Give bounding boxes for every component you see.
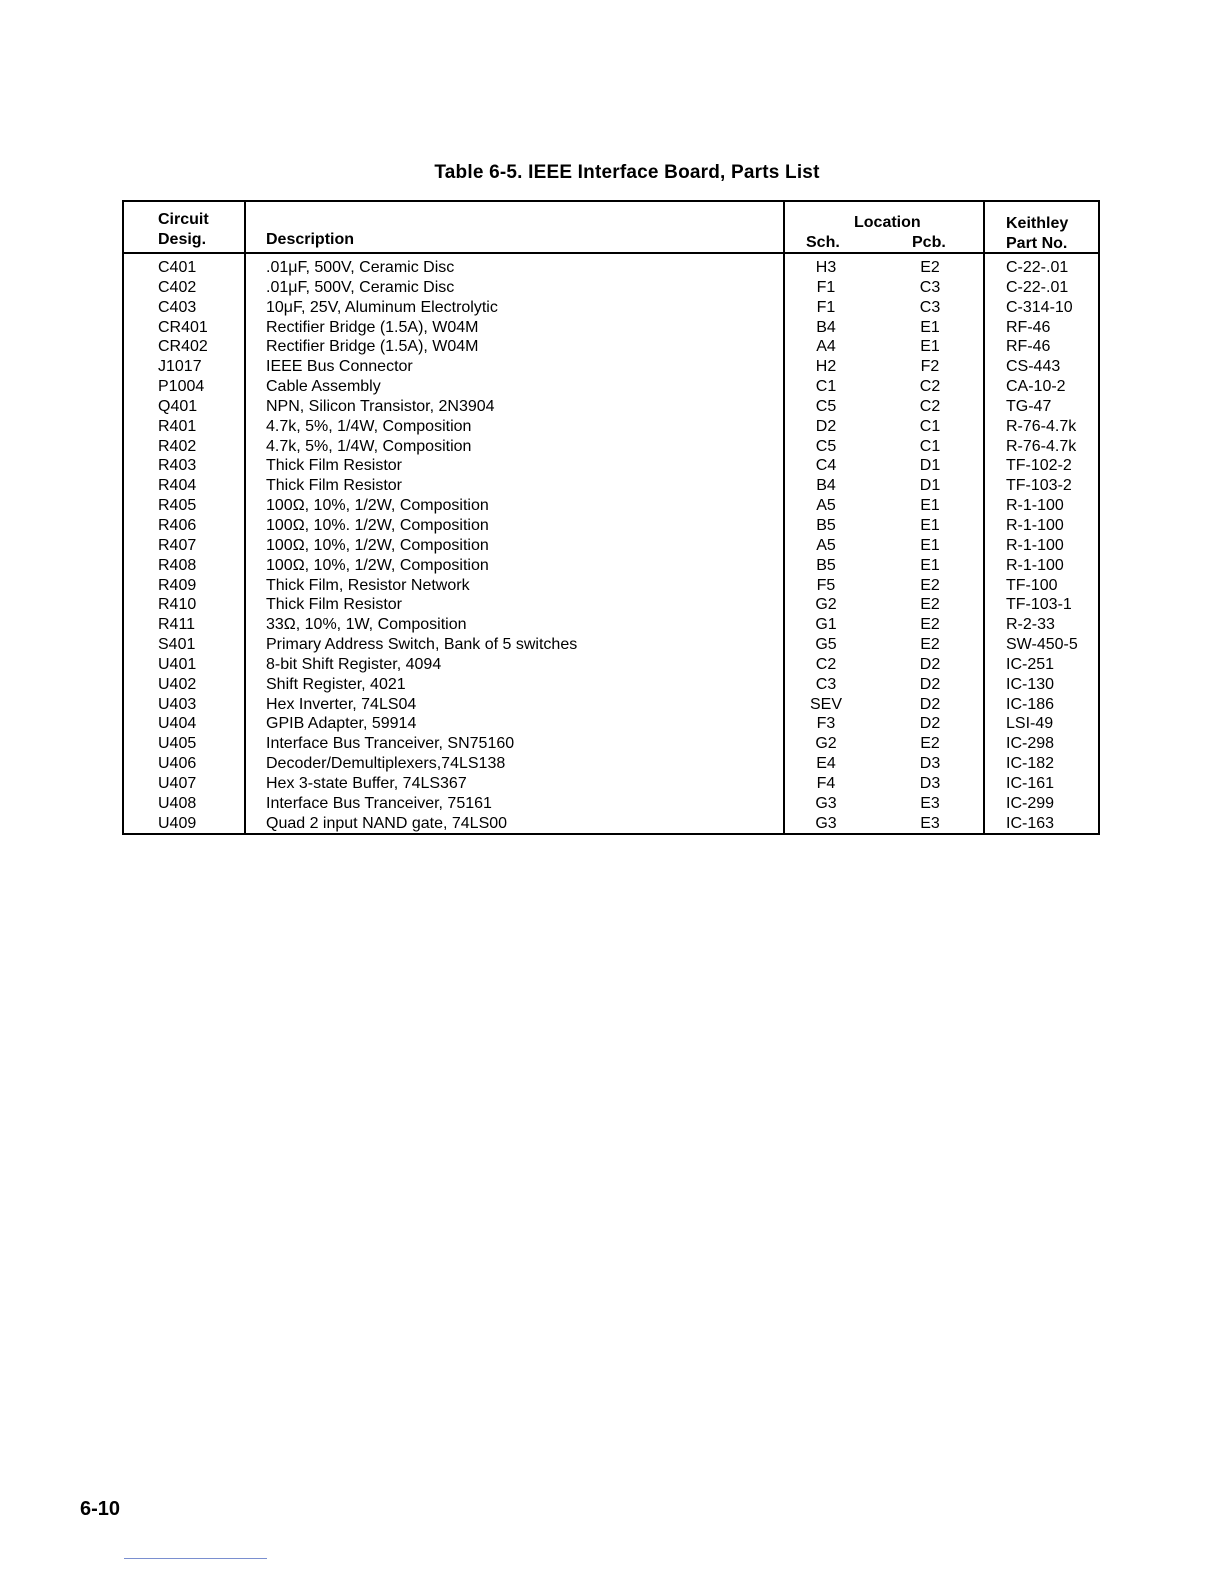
cell-pcb-location: E2 <box>920 735 940 753</box>
cell-part-number: TF-103-1 <box>1006 596 1072 614</box>
cell-description: Primary Address Switch, Bank of 5 switches <box>266 636 578 654</box>
header-keithley: Keithley <box>1006 215 1069 232</box>
cell-part-number: SW-450-5 <box>1006 636 1078 654</box>
cell-part-number: CA-10-2 <box>1006 378 1066 396</box>
cell-pcb-location: D3 <box>919 774 941 792</box>
cell-pcb-location: D1 <box>919 477 941 495</box>
cell-designator: R403 <box>158 457 197 475</box>
cell-sch-location: B5 <box>816 516 836 534</box>
cell-sch-location: A5 <box>816 536 836 554</box>
cell-pcb-location: C1 <box>919 417 941 435</box>
table-row <box>124 496 1098 516</box>
table-row <box>124 516 1098 536</box>
table-row <box>124 417 1098 437</box>
cell-designator: CR401 <box>158 318 208 336</box>
cell-description: 100Ω, 10%, 1/2W, Composition <box>266 556 489 574</box>
table-row <box>124 377 1098 397</box>
cell-sch-location: C3 <box>815 675 837 693</box>
cell-part-number: RF-46 <box>1006 318 1051 336</box>
cell-pcb-location: D2 <box>919 715 941 733</box>
cell-description: 100Ω, 10%, 1/2W, Composition <box>266 497 489 515</box>
cell-description: .01μF, 500V, Ceramic Disc <box>266 259 455 276</box>
cell-description: Cable Assembly <box>266 378 381 396</box>
table-body <box>124 258 1098 833</box>
cell-part-number: IC-299 <box>1006 794 1055 812</box>
cell-pcb-location: D1 <box>919 457 941 475</box>
cell-description: Shift Register, 4021 <box>266 675 406 693</box>
cell-part-number: IC-182 <box>1006 755 1055 773</box>
table-row <box>124 754 1098 774</box>
cell-part-number: TG-47 <box>1006 397 1052 415</box>
cell-pcb-location: C3 <box>919 298 941 316</box>
header-location: Location <box>854 214 921 231</box>
cell-pcb-location: E1 <box>920 497 940 515</box>
cell-pcb-location: E1 <box>920 556 940 574</box>
table-row <box>124 258 1098 278</box>
cell-part-number: R-1-100 <box>1006 556 1064 574</box>
table-row <box>124 814 1098 834</box>
cell-pcb-location: C1 <box>919 437 941 455</box>
table-row <box>124 437 1098 457</box>
cell-sch-location: F1 <box>816 298 836 316</box>
cell-description: 33Ω, 10%, 1W, Composition <box>266 616 467 634</box>
footer-rule <box>124 1558 267 1559</box>
cell-part-number: C-22-.01 <box>1006 278 1069 296</box>
cell-sch-location: H3 <box>815 259 837 276</box>
cell-description: Decoder/Demultiplexers,74LS138 <box>266 755 506 773</box>
table-row <box>124 536 1098 556</box>
cell-designator: R409 <box>158 576 197 594</box>
cell-sch-location: F4 <box>816 774 836 792</box>
cell-description: Thick Film, Resistor Network <box>266 576 470 594</box>
cell-designator: U401 <box>158 655 197 673</box>
cell-sch-location: B5 <box>816 556 836 574</box>
cell-pcb-location: E2 <box>920 616 940 634</box>
cell-pcb-location: C2 <box>919 397 941 415</box>
cell-part-number: C-314-10 <box>1006 298 1073 316</box>
cell-part-number: R-76-4.7k <box>1006 417 1077 435</box>
cell-description: 100Ω, 10%, 1/2W, Composition <box>266 536 489 554</box>
cell-pcb-location: E1 <box>920 318 940 336</box>
cell-pcb-location: E1 <box>920 338 940 356</box>
cell-designator: R407 <box>158 536 197 554</box>
cell-sch-location: G2 <box>815 596 837 614</box>
cell-pcb-location: E3 <box>920 794 940 812</box>
header-sch: Sch. <box>806 234 840 251</box>
cell-part-number: IC-186 <box>1006 695 1055 713</box>
cell-sch-location: G2 <box>815 735 837 753</box>
cell-part-number: IC-163 <box>1006 814 1055 832</box>
cell-pcb-location: D2 <box>919 655 941 673</box>
cell-sch-location: SEV <box>809 695 842 713</box>
header-divider <box>124 252 1098 254</box>
cell-pcb-location: F2 <box>920 358 940 376</box>
cell-part-number: C-22-.01 <box>1006 259 1069 276</box>
cell-sch-location: B4 <box>816 477 836 495</box>
cell-designator: R410 <box>158 596 197 614</box>
cell-sch-location: G1 <box>815 616 837 634</box>
cell-description: Hex 3-state Buffer, 74LS367 <box>266 774 467 792</box>
cell-part-number: CS-443 <box>1006 358 1061 376</box>
cell-designator: R404 <box>158 477 197 495</box>
cell-designator: C401 <box>158 259 197 276</box>
cell-designator: U402 <box>158 675 197 693</box>
table-row <box>124 655 1098 675</box>
cell-designator: U404 <box>158 715 197 733</box>
cell-part-number: IC-130 <box>1006 675 1055 693</box>
cell-designator: U408 <box>158 794 197 812</box>
cell-pcb-location: E2 <box>920 259 940 276</box>
table-title: Table 6-5. IEEE Interface Board, Parts List <box>434 162 820 183</box>
table-row <box>124 794 1098 814</box>
cell-pcb-location: D3 <box>919 755 941 773</box>
cell-sch-location: E4 <box>816 755 836 773</box>
cell-designator: J1017 <box>158 358 202 376</box>
header-circuit: Circuit <box>158 211 209 228</box>
cell-part-number: IC-298 <box>1006 735 1055 753</box>
cell-description: 100Ω, 10%. 1/2W, Composition <box>266 516 489 534</box>
table-row <box>124 357 1098 377</box>
table-row <box>124 318 1098 338</box>
cell-designator: R401 <box>158 417 197 435</box>
cell-designator: S401 <box>158 636 196 654</box>
cell-pcb-location: C2 <box>919 378 941 396</box>
cell-description: 8-bit Shift Register, 4094 <box>266 655 442 673</box>
header-description: Description <box>266 231 355 248</box>
cell-sch-location: G3 <box>815 794 837 812</box>
table-row <box>124 278 1098 298</box>
cell-description: Rectifier Bridge (1.5A), W04M <box>266 318 479 336</box>
cell-description: Rectifier Bridge (1.5A), W04M <box>266 338 479 356</box>
table-row <box>124 476 1098 496</box>
cell-description: Thick Film Resistor <box>266 477 403 495</box>
cell-sch-location: C5 <box>815 437 837 455</box>
cell-sch-location: A5 <box>816 497 836 515</box>
cell-description: 4.7k, 5%, 1/4W, Composition <box>266 417 472 435</box>
cell-description: 10μF, 25V, Aluminum Electrolytic <box>266 298 498 316</box>
table-row <box>124 615 1098 635</box>
cell-designator: Q401 <box>158 397 198 415</box>
cell-description: IEEE Bus Connector <box>266 358 413 376</box>
cell-sch-location: F1 <box>816 278 836 296</box>
header-desig: Desig. <box>158 231 207 248</box>
table-row <box>124 595 1098 615</box>
cell-pcb-location: E2 <box>920 576 940 594</box>
cell-designator: R408 <box>158 556 197 574</box>
page-number: 6-10 <box>80 1498 121 1520</box>
cell-designator: R406 <box>158 516 197 534</box>
cell-sch-location: F5 <box>816 576 836 594</box>
cell-designator: CR402 <box>158 338 208 356</box>
header-part-no: Part No. <box>1006 235 1068 252</box>
cell-designator: R402 <box>158 437 197 455</box>
cell-sch-location: A4 <box>816 338 836 356</box>
cell-part-number: RF-46 <box>1006 338 1051 356</box>
cell-description: Thick Film Resistor <box>266 596 403 614</box>
cell-designator: U406 <box>158 755 197 773</box>
cell-pcb-location: D2 <box>919 695 941 713</box>
cell-designator: U403 <box>158 695 197 713</box>
cell-part-number: IC-251 <box>1006 655 1055 673</box>
cell-description: Interface Bus Tranceiver, SN75160 <box>266 735 515 753</box>
table-row <box>124 576 1098 596</box>
cell-sch-location: F3 <box>816 715 836 733</box>
cell-part-number: R-76-4.7k <box>1006 437 1077 455</box>
cell-part-number: R-1-100 <box>1006 536 1064 554</box>
cell-sch-location: D2 <box>815 417 837 435</box>
cell-sch-location: B4 <box>816 318 836 336</box>
cell-sch-location: C5 <box>815 397 837 415</box>
cell-pcb-location: E2 <box>920 636 940 654</box>
cell-designator: U405 <box>158 735 197 753</box>
cell-sch-location: G3 <box>815 814 837 832</box>
cell-description: .01μF, 500V, Ceramic Disc <box>266 278 455 296</box>
cell-sch-location: C2 <box>815 655 837 673</box>
parts-list-table <box>122 200 1100 835</box>
cell-part-number: TF-103-2 <box>1006 477 1072 495</box>
table-row <box>124 675 1098 695</box>
table-row <box>124 695 1098 715</box>
cell-sch-location: C1 <box>815 378 837 396</box>
cell-sch-location: H2 <box>815 358 837 376</box>
cell-sch-location: G5 <box>815 636 837 654</box>
table-row <box>124 635 1098 655</box>
table-row <box>124 714 1098 734</box>
cell-part-number: R-1-100 <box>1006 497 1064 515</box>
cell-part-number: IC-161 <box>1006 774 1055 792</box>
cell-designator: P1004 <box>158 378 205 396</box>
table-row <box>124 337 1098 357</box>
cell-pcb-location: E1 <box>920 536 940 554</box>
cell-description: NPN, Silicon Transistor, 2N3904 <box>266 397 495 415</box>
table-row <box>124 734 1098 754</box>
table-row <box>124 298 1098 318</box>
cell-description: Interface Bus Tranceiver, 75161 <box>266 794 492 812</box>
cell-sch-location: C4 <box>815 457 837 475</box>
cell-pcb-location: C3 <box>919 278 941 296</box>
cell-part-number: R-1-100 <box>1006 516 1064 534</box>
cell-designator: R405 <box>158 497 197 515</box>
table-row <box>124 774 1098 794</box>
cell-designator: U409 <box>158 814 197 832</box>
cell-designator: R411 <box>158 616 196 634</box>
header-pcb: Pcb. <box>912 234 946 251</box>
cell-description: Thick Film Resistor <box>266 457 403 475</box>
cell-description: GPIB Adapter, 59914 <box>266 715 417 733</box>
cell-pcb-location: E2 <box>920 596 940 614</box>
cell-description: 4.7k, 5%, 1/4W, Composition <box>266 437 472 455</box>
cell-description: Hex Inverter, 74LS04 <box>266 695 417 713</box>
cell-pcb-location: E1 <box>920 516 940 534</box>
cell-part-number: TF-100 <box>1006 576 1058 594</box>
cell-part-number: LSI-49 <box>1006 715 1054 733</box>
cell-designator: U407 <box>158 774 197 792</box>
table-row <box>124 556 1098 576</box>
cell-pcb-location: D2 <box>919 675 941 693</box>
table-row <box>124 397 1098 417</box>
cell-pcb-location: E3 <box>920 814 940 832</box>
cell-designator: C402 <box>158 278 197 296</box>
table-row <box>124 456 1098 476</box>
cell-designator: C403 <box>158 298 197 316</box>
cell-description: Quad 2 input NAND gate, 74LS00 <box>266 814 508 832</box>
cell-part-number: TF-102-2 <box>1006 457 1072 475</box>
cell-part-number: R-2-33 <box>1006 616 1055 634</box>
